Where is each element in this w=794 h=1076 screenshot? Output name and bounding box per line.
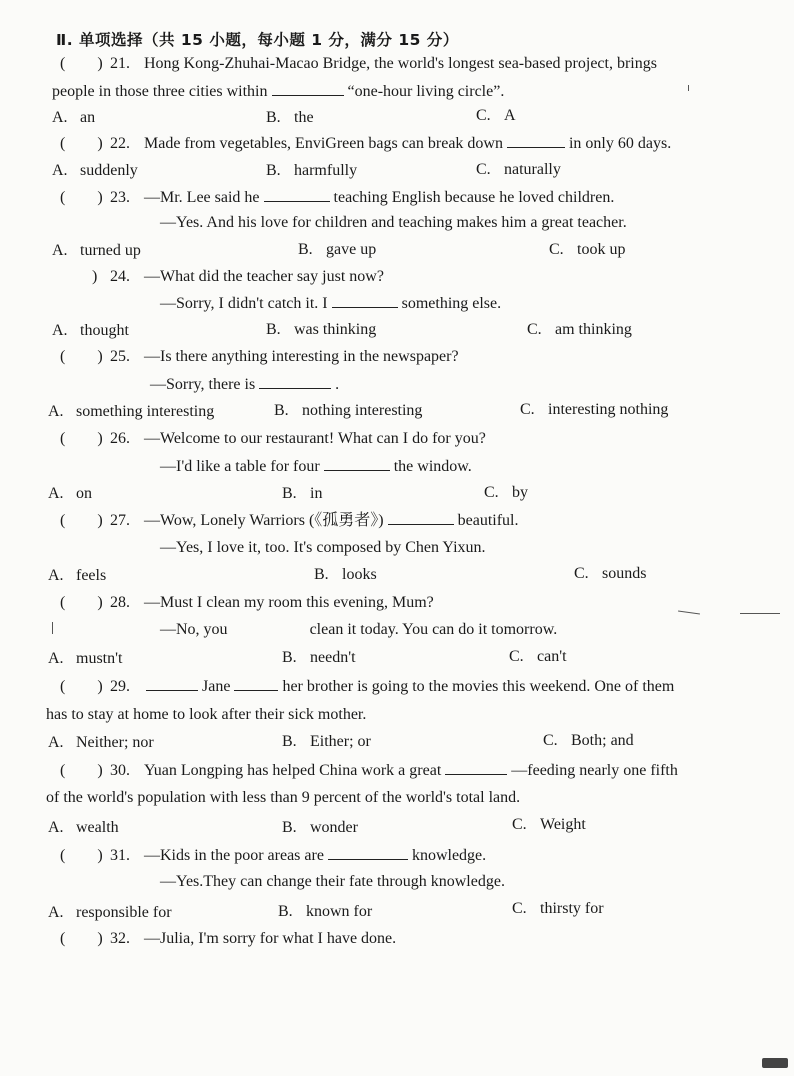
option-text: A <box>504 107 516 124</box>
option-text: thought <box>80 322 129 339</box>
question-stem: “one-hour living circle”. <box>347 83 505 100</box>
option-text: by <box>512 484 528 501</box>
answer-bracket[interactable]: ( ) <box>60 55 103 72</box>
question-30 <box>60 760 678 781</box>
option-b[interactable]: B. in <box>282 485 323 502</box>
question-29-line2: has to stay at home to look after their sick mother. <box>46 706 367 723</box>
option-b[interactable]: B. nothing interesting <box>274 402 423 419</box>
question-stem: —Sorry, there is <box>150 376 256 393</box>
option-a[interactable]: A. something interesting <box>48 403 215 420</box>
question-stem: —I'd like a table for four <box>160 458 320 475</box>
option-text: sounds <box>602 565 647 582</box>
answer-bracket[interactable]: ( ) <box>60 189 103 206</box>
question-number: 25. <box>110 348 130 365</box>
question-stem: —Must I clean my room this evening, Mum? <box>144 594 434 611</box>
question-number: 26. <box>110 430 130 447</box>
option-a[interactable]: A. responsible for <box>48 904 172 921</box>
option-a[interactable]: A. feels <box>48 567 107 584</box>
question-number: 27. <box>110 512 130 529</box>
question-stem: —Wow, Lonely Warriors (《孤勇者》) <box>144 512 384 529</box>
option-text: Neither; nor <box>76 734 154 751</box>
question-stem: people in those three cities within <box>52 83 268 100</box>
question-25-line2 <box>150 374 339 395</box>
question-32 <box>60 929 396 949</box>
option-text: harmfully <box>294 162 358 179</box>
scan-mark <box>678 610 700 614</box>
answer-blank[interactable] <box>445 760 507 775</box>
question-number: 32. <box>110 930 130 947</box>
answer-blank[interactable] <box>272 81 344 96</box>
question-number: 22. <box>110 135 130 152</box>
answer-bracket[interactable]: ( ) <box>60 348 103 365</box>
question-28-line2 <box>160 620 557 640</box>
option-text: Either; or <box>310 733 371 750</box>
answer-blank[interactable] <box>507 133 565 148</box>
option-text: feels <box>76 567 107 584</box>
question-number: 21. <box>110 55 130 72</box>
question-stem: Made from vegetables, EnviGreen bags can break down <box>144 135 503 152</box>
answer-bracket[interactable]: ( ) <box>60 512 103 529</box>
question-stem: knowledge. <box>411 847 487 864</box>
option-a[interactable]: A. thought <box>52 322 129 339</box>
option-text: wealth <box>76 819 119 836</box>
option-text: something interesting <box>76 403 215 420</box>
question-number: 23. <box>110 189 130 206</box>
option-c[interactable]: C. thirsty for <box>512 900 604 917</box>
answer-bracket[interactable]: ( ) <box>60 430 103 447</box>
option-text: was thinking <box>294 321 377 338</box>
question-stem: —feeding nearly one fifth <box>511 762 678 779</box>
answer-bracket[interactable]: ( ) <box>60 678 103 695</box>
answer-blank[interactable] <box>234 676 278 691</box>
question-24-line2 <box>160 293 501 314</box>
option-a[interactable]: A. mustn't <box>48 650 123 667</box>
option-text: an <box>80 109 96 126</box>
option-text: interesting nothing <box>548 401 669 418</box>
option-c[interactable]: C. took up <box>549 241 626 258</box>
option-text: wonder <box>310 819 358 836</box>
answer-bracket[interactable]: ) <box>60 268 98 285</box>
option-c[interactable]: C. naturally <box>476 161 561 178</box>
question-stem: —Sorry, I didn't catch it. I <box>160 295 328 312</box>
option-c[interactable]: C. sounds <box>574 565 647 582</box>
question-number: 28. <box>110 594 130 611</box>
option-c[interactable]: C. Both; and <box>543 732 634 749</box>
question-stem: her brother is going to the movies this weekend. One of them <box>282 678 675 695</box>
option-a[interactable]: A. turned up <box>52 242 141 259</box>
question-25 <box>60 347 459 367</box>
answer-blank[interactable] <box>388 510 454 525</box>
question-stem: —Is there anything interesting in the newspaper? <box>144 348 459 365</box>
option-text: mustn't <box>76 650 123 667</box>
option-b[interactable]: B. looks <box>314 566 377 583</box>
option-a[interactable]: A. suddenly <box>52 162 138 179</box>
option-c[interactable]: C. A <box>476 107 516 124</box>
question-31-line2: —Yes.They can change their fate through knowledge. <box>160 873 505 890</box>
option-text: nothing interesting <box>302 402 423 419</box>
option-c[interactable]: C. by <box>484 484 528 501</box>
question-number: 24. <box>110 268 130 285</box>
answer-blank[interactable] <box>328 845 408 860</box>
option-text: gave up <box>326 241 377 258</box>
option-text: known for <box>306 903 373 920</box>
scan-mark <box>52 622 53 634</box>
option-text: looks <box>342 566 377 583</box>
question-stem: —Mr. Lee said he <box>144 189 260 206</box>
scan-mark <box>740 613 780 614</box>
question-stem: the window. <box>393 458 472 475</box>
option-text: needn't <box>310 649 356 666</box>
answer-bracket[interactable]: ( ) <box>60 762 103 779</box>
question-31 <box>60 845 486 866</box>
answer-blank[interactable] <box>264 187 330 202</box>
question-stem: —Kids in the poor areas are <box>144 847 324 864</box>
option-text: responsible for <box>76 904 172 921</box>
question-29 <box>60 676 674 697</box>
question-stem: in only 60 days. <box>568 135 672 152</box>
option-c[interactable]: C. interesting nothing <box>520 401 669 418</box>
question-23 <box>60 187 614 208</box>
option-a[interactable]: A. Neither; nor <box>48 734 154 751</box>
question-number: 31. <box>110 847 130 864</box>
question-stem: beautiful. <box>457 512 519 529</box>
option-text: the <box>294 109 314 126</box>
question-stem: —Julia, I'm sorry for what I have done. <box>144 930 397 947</box>
option-b[interactable]: B. gave up <box>298 241 377 258</box>
option-a[interactable]: A. on <box>48 485 92 502</box>
question-23-line2: —Yes. And his love for children and teaching makes him a great teacher. <box>160 214 627 231</box>
option-text: thirsty for <box>540 900 604 917</box>
question-27 <box>60 510 518 531</box>
question-28 <box>60 593 434 613</box>
question-stem: —What did the teacher say just now? <box>144 268 384 285</box>
option-b[interactable]: B. was thinking <box>266 321 377 338</box>
option-text: turned up <box>80 242 141 259</box>
option-a[interactable]: A. wealth <box>48 819 119 836</box>
question-stem: Hong Kong-Zhuhai-Macao Bridge, the world's longest sea-based project, brings <box>144 55 657 72</box>
question-27-line2: —Yes, I love it, too. It's composed by Chen Yixun. <box>160 539 486 556</box>
option-text: Weight <box>540 816 586 833</box>
question-stem: —No, you <box>160 621 228 638</box>
question-stem: Yuan Longping has helped China work a great <box>144 762 442 779</box>
question-30-line2: of the world's population with less than 9 percent of the world's total land. <box>46 789 521 806</box>
option-text: can't <box>537 648 567 665</box>
option-text: in <box>310 485 323 502</box>
option-text: suddenly <box>80 162 138 179</box>
question-26 <box>60 429 486 449</box>
question-stem: —Welcome to our restaurant! What can I do for you? <box>144 430 486 447</box>
answer-blank[interactable] <box>324 456 390 471</box>
question-21-line2 <box>52 81 504 102</box>
question-24 <box>60 267 384 287</box>
answer-bracket[interactable]: ( ) <box>60 594 103 611</box>
scan-mark <box>688 85 689 91</box>
answer-bracket[interactable]: ( ) <box>60 847 103 864</box>
option-text: on <box>76 485 92 502</box>
option-b[interactable]: B. wonder <box>282 819 358 836</box>
question-number: 30. <box>110 762 130 779</box>
option-c[interactable]: C. can't <box>509 648 567 665</box>
option-text: naturally <box>504 161 561 178</box>
option-text: Both; and <box>571 732 634 749</box>
watermark-logo-icon <box>762 1058 788 1068</box>
question-stem: something else. <box>401 295 502 312</box>
section-title: Ⅱ. 单项选择（共 15 小题，每小题 1 分，满分 15 分） <box>56 31 459 49</box>
question-stem: . <box>335 376 340 393</box>
answer-bracket[interactable]: ( ) <box>60 135 103 152</box>
option-b[interactable]: B. Either; or <box>282 733 371 750</box>
question-stem: Jane <box>202 678 231 695</box>
answer-bracket[interactable]: ( ) <box>60 930 103 947</box>
answer-blank[interactable] <box>332 293 398 308</box>
question-21 <box>60 54 657 74</box>
option-b[interactable]: B. known for <box>278 903 373 920</box>
question-stem: teaching English because he loved children. <box>333 189 615 206</box>
question-26-line2 <box>160 456 472 477</box>
answer-blank[interactable] <box>259 374 331 389</box>
option-c[interactable]: C. am thinking <box>527 321 632 338</box>
option-c[interactable]: C. Weight <box>512 816 586 833</box>
question-stem: clean it today. You can do it tomorrow. <box>309 621 558 638</box>
answer-blank[interactable] <box>146 676 198 691</box>
option-b[interactable]: B. harmfully <box>266 162 358 179</box>
question-number: 29. <box>110 678 130 695</box>
option-b[interactable]: B. needn't <box>282 649 356 666</box>
question-22 <box>60 133 671 154</box>
option-a[interactable]: A. an <box>52 109 96 126</box>
option-text: took up <box>577 241 626 258</box>
option-text: am thinking <box>555 321 632 338</box>
option-b[interactable]: B. the <box>266 109 314 126</box>
